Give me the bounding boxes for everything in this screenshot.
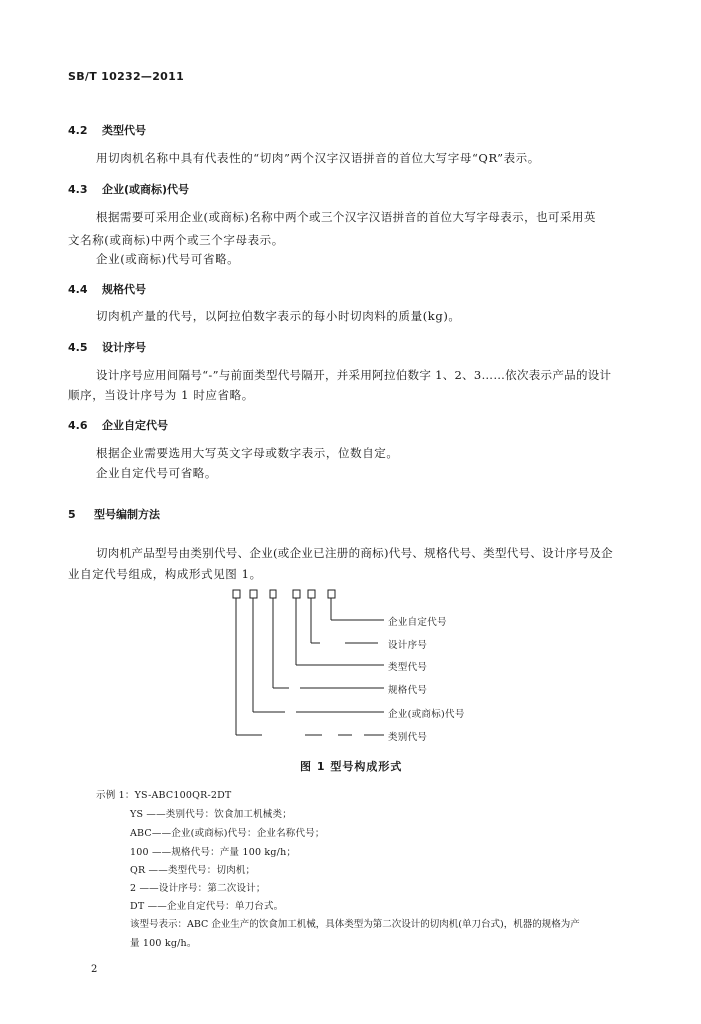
- example-line: YS ——类别代号：饮食加工机械类；: [130, 809, 292, 820]
- section-4-5-text-1: 设计序号应用间隔号“-”与前面类型代号隔开，并采用阿拉伯数字 1、2、3……依次表示产品的设计: [96, 368, 612, 382]
- code-box-1: [233, 590, 240, 598]
- section-4-6-heading: 4.6 企业自定代号: [68, 419, 168, 432]
- section-4-6-text-2: 企业自定代号可省略。: [96, 466, 217, 480]
- section-4-4-heading: 4.4 规格代号: [68, 283, 146, 296]
- code-box-6: [328, 590, 335, 598]
- code-box-2: [250, 590, 257, 598]
- section-4-2-heading: 4.2 类型代号: [68, 124, 146, 137]
- section-5-text-2: 业自定代号组成，构成形式见图 1。: [68, 567, 262, 581]
- label-type-code: 类型代号: [388, 662, 428, 673]
- label-enterprise-code: 企业(或商标)代号: [388, 709, 465, 720]
- label-spec-code: 规格代号: [388, 685, 428, 696]
- example-summary-1: 该型号表示：ABC 企业生产的饮食加工机械，具体类型为第二次设计的切肉机(单刀台式)，机器的规格为产: [130, 919, 580, 930]
- code-box-4: [293, 590, 300, 598]
- section-5-text-1: 切肉机产品型号由类别代号、企业(或企业已注册的商标)代号、规格代号、类型代号、设计序号及企: [96, 546, 613, 560]
- section-5-heading: 5 型号编制方法: [68, 508, 160, 521]
- example-line: DT ——企业自定代号：单刀台式。: [130, 901, 284, 912]
- section-4-3-heading: 4.3 企业(或商标)代号: [68, 183, 190, 196]
- section-4-6-text-1: 根据企业需要选用大写英文字母或数字表示，位数自定。: [96, 446, 399, 460]
- code-box-5: [308, 590, 315, 598]
- label-enterprise-custom-code: 企业自定代号: [388, 617, 447, 628]
- section-4-3-text-1: 根据需要可采用企业(或商标)名称中两个或三个汉字汉语拼音的首位大写字母表示，也可采用英: [96, 210, 596, 224]
- page-number: 2: [91, 964, 98, 975]
- section-4-2-text: 用切肉机名称中具有代表性的“切肉”两个汉字汉语拼音的首位大写字母“QR”表示。: [96, 151, 540, 165]
- example-line: 100 ——规格代号：产量 100 kg/h；: [130, 847, 297, 858]
- section-4-4-text: 切肉机产量的代号，以阿拉伯数字表示的每小时切肉料的质量(kg)。: [96, 309, 461, 323]
- example-summary-2: 量 100 kg/h。: [130, 938, 197, 949]
- example-line: ABC——企业(或商标)代号：企业名称代号；: [130, 828, 325, 839]
- example-title: 示例 1：YS-ABC100QR-2DT: [96, 790, 232, 801]
- label-category-code: 类别代号: [388, 732, 428, 743]
- section-4-3-text-2: 文名称(或商标)中两个或三个字母表示。: [68, 233, 284, 247]
- section-4-5-text-2: 顺序，当设计序号为 1 时应省略。: [68, 388, 254, 402]
- label-design-sequence: 设计序号: [388, 640, 428, 651]
- section-4-3-text-3: 企业(或商标)代号可省略。: [96, 252, 240, 266]
- figure-caption: 图 1 型号构成形式: [300, 760, 403, 773]
- example-line: QR ——类型代号：切肉机；: [130, 865, 256, 876]
- code-box-3: [270, 590, 276, 598]
- standard-header: SB/T 10232—2011: [68, 70, 185, 83]
- example-line: 2 ——设计序号：第二次设计；: [130, 883, 266, 894]
- section-4-5-heading: 4.5 设计序号: [68, 341, 146, 354]
